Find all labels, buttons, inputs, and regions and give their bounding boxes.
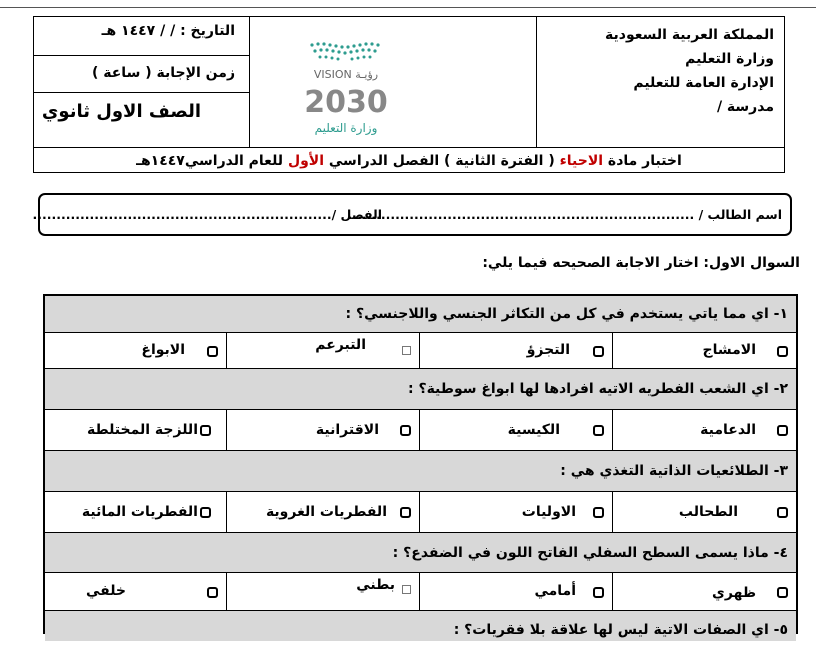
- option-label: خلفي: [85, 583, 126, 599]
- options-row: [45, 573, 796, 611]
- checkbox[interactable]: [593, 587, 604, 598]
- question-row: [45, 533, 796, 573]
- section-title: السوال الاول: اختار الاجابة الصحيحه فيما يلي:: [482, 255, 800, 271]
- student-info-box: [32, 193, 792, 236]
- checkbox[interactable]: [593, 346, 604, 357]
- exam-subject: الاحياء: [559, 153, 604, 169]
- option-label: اللزجة المختلطة: [86, 422, 198, 438]
- vision-year: 2030: [304, 85, 388, 120]
- option-cell[interactable]: [226, 333, 419, 368]
- options-row: [45, 410, 796, 451]
- checkbox[interactable]: [593, 425, 604, 436]
- student-class-field[interactable]: الفصل /...............................................................: [32, 207, 382, 222]
- question-text: ١- اي مما ياتي يستخدم في كل من التكاثر الجنسي واللاجنسي؟ :: [345, 306, 788, 322]
- option-label: الابواغ: [141, 342, 185, 358]
- option-cell[interactable]: [612, 333, 796, 368]
- option-label: الكيسية: [507, 422, 560, 438]
- vision-text: VISION رؤيـة: [313, 68, 379, 81]
- option-cell[interactable]: [612, 410, 796, 450]
- option-label: أمامي: [534, 583, 576, 599]
- exam-semester: الأول: [287, 153, 325, 169]
- question-row: [45, 296, 796, 333]
- checkbox[interactable]: [400, 507, 411, 518]
- option-cell[interactable]: [419, 410, 612, 450]
- option-cell[interactable]: [612, 573, 796, 610]
- info-divider: [34, 55, 249, 56]
- checkbox[interactable]: [777, 425, 788, 436]
- info-divider: [34, 92, 249, 93]
- option-cell[interactable]: [45, 410, 226, 450]
- option-cell[interactable]: [45, 492, 226, 532]
- question-text: ٢- اي الشعب الفطريه الاتيه افرادها لها ابواغ سوطية؟ :: [407, 381, 788, 397]
- checkbox[interactable]: [593, 507, 604, 518]
- exam-title-prefix: اختبار مادة: [603, 153, 682, 169]
- ministry-line: وزارة التعليم: [685, 51, 774, 67]
- options-row: [45, 333, 796, 369]
- option-cell[interactable]: [612, 492, 796, 532]
- question-text: ٥- اي الصفات الاتية ليس لها علاقة بلا فقريات؟ :: [453, 622, 788, 638]
- checkbox[interactable]: [207, 587, 218, 598]
- question-row: [45, 369, 796, 410]
- checkbox[interactable]: [777, 587, 788, 598]
- ministry-block: [605, 23, 774, 119]
- option-label: الفطريات الغروية: [265, 504, 387, 520]
- exam-title-suffix: للعام الدراسي١٤٤٧هـ: [136, 153, 288, 169]
- option-label: ظهري: [712, 585, 756, 601]
- option-cell[interactable]: [419, 492, 612, 532]
- checkbox[interactable]: [777, 507, 788, 518]
- option-cell[interactable]: [226, 410, 419, 450]
- logo-ministry-text: وزارة التعليم: [314, 121, 378, 135]
- logo-cell: [249, 17, 536, 147]
- option-label: الدعامية: [700, 422, 756, 438]
- question-row: [45, 611, 796, 641]
- checkbox[interactable]: [777, 346, 788, 357]
- school-line: مدرسة /: [716, 99, 774, 115]
- exam-info-cell: [34, 17, 249, 147]
- vision-2030-logo: [274, 29, 404, 139]
- question-text: ٣- الطلائعيات الذاتية التغذي هي :: [560, 463, 788, 479]
- options-row: [45, 492, 796, 533]
- question-row: [45, 451, 796, 492]
- exam-title: [34, 148, 784, 174]
- option-cell[interactable]: [419, 333, 612, 368]
- checkbox[interactable]: [200, 507, 211, 518]
- country-line: المملكة العربية السعودية: [605, 27, 774, 43]
- option-label: الاوليات: [521, 504, 576, 520]
- checkbox[interactable]: [207, 346, 218, 357]
- checkbox[interactable]: [400, 425, 411, 436]
- grade-label: الصف الاول ثانوي: [41, 101, 201, 122]
- exam-header: [33, 16, 785, 173]
- option-label: بطني: [356, 577, 395, 593]
- ministry-cell: [536, 17, 784, 147]
- option-label: الاقترانية: [315, 422, 379, 438]
- option-cell[interactable]: [419, 573, 612, 610]
- option-label: الطحالب: [678, 504, 738, 520]
- exam-duration: زمن الإجابة ( ساعة ): [91, 65, 235, 81]
- checkbox[interactable]: [402, 585, 411, 594]
- option-cell[interactable]: [45, 333, 226, 368]
- question-text: ٤- ماذا يسمى السطح السفلي الفاتح اللون في الضفدع؟ :: [392, 545, 788, 561]
- top-rule: [0, 7, 816, 8]
- exam-date: التاريخ : / / ١٤٤٧ هـ: [101, 23, 235, 39]
- option-cell[interactable]: [226, 492, 419, 532]
- questions-table: [43, 294, 798, 638]
- checkbox[interactable]: [200, 425, 211, 436]
- option-cell[interactable]: [226, 573, 419, 610]
- directorate-line: الإدارة العامة للتعليم: [633, 75, 774, 91]
- option-label: التجزؤ: [526, 342, 570, 358]
- option-label: الفطريات المائية: [81, 504, 198, 520]
- student-name-field[interactable]: اسم الطالب / .........................................................................: [347, 207, 782, 222]
- exam-title-middle: ( الفترة الثانية ) الفصل الدراسي: [324, 153, 560, 169]
- option-label: الامشاج: [702, 342, 756, 358]
- option-label: التبرعم: [315, 337, 366, 353]
- option-cell[interactable]: [45, 573, 226, 610]
- checkbox[interactable]: [402, 346, 411, 355]
